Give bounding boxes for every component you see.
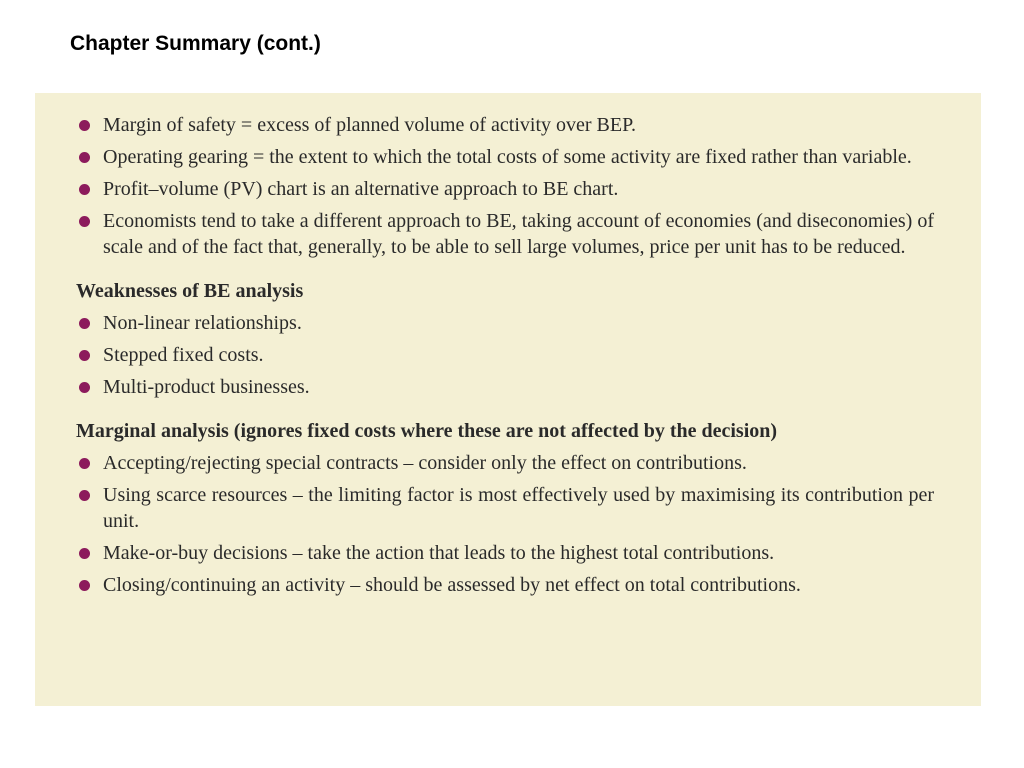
item-text: Non-linear relationships. — [103, 312, 302, 334]
item-text: Make-or-buy decisions – take the action that leads to the highest total contributions. — [103, 542, 775, 564]
summary-content — [76, 112, 934, 598]
weaknesses-heading: Weaknesses of BE analysis — [76, 280, 304, 302]
list-item — [76, 482, 934, 534]
bullet-icon — [79, 152, 90, 163]
list-item — [76, 342, 934, 368]
bullet-icon — [79, 580, 90, 591]
item-text: Stepped fixed costs. — [103, 344, 264, 366]
bullet-icon — [79, 548, 90, 559]
slide-title: Chapter Summary (cont.) — [70, 32, 321, 55]
list-item — [76, 540, 934, 566]
item-text: Operating gearing = the extent to which the total costs of some activity are fixed rather than variable. — [103, 146, 912, 168]
bullet-icon — [79, 120, 90, 131]
item-text: Profit–volume (PV) chart is an alternative approach to BE chart. — [103, 178, 619, 200]
bullet-icon — [79, 318, 90, 329]
bullet-icon — [79, 458, 90, 469]
list-item — [76, 112, 934, 138]
list-item — [76, 374, 934, 400]
bullet-icon — [79, 382, 90, 393]
marginal-heading: Marginal analysis (ignores fixed costs where these are not affected by the decision) — [76, 420, 778, 442]
intro-list — [76, 112, 934, 260]
list-item — [76, 176, 934, 202]
item-text: Multi-product businesses. — [103, 376, 310, 398]
item-text: Closing/continuing an activity – should be assessed by net effect on total contributions. — [103, 574, 801, 596]
item-text: Economists tend to take a different approach to BE, taking account of economies (and diseconomies) of scale and of the fact that, generally, to be able to sell large volumes, price per unit has to be reduced. — [103, 210, 934, 258]
bullet-icon — [79, 490, 90, 501]
bullet-icon — [79, 350, 90, 361]
bullet-icon — [79, 184, 90, 195]
list-item — [76, 310, 934, 336]
list-item — [76, 144, 934, 170]
item-text: Margin of safety = excess of planned volume of activity over BEP. — [103, 114, 637, 136]
weaknesses-list — [76, 310, 934, 400]
list-item — [76, 572, 934, 598]
item-text: Accepting/rejecting special contracts – consider only the effect on contributions. — [103, 452, 747, 474]
list-item — [76, 450, 934, 476]
list-item — [76, 208, 934, 260]
bullet-icon — [79, 216, 90, 227]
marginal-list — [76, 450, 934, 598]
item-text: Using scarce resources – the limiting factor is most effectively used by maximising its contribution per unit. — [103, 484, 934, 532]
